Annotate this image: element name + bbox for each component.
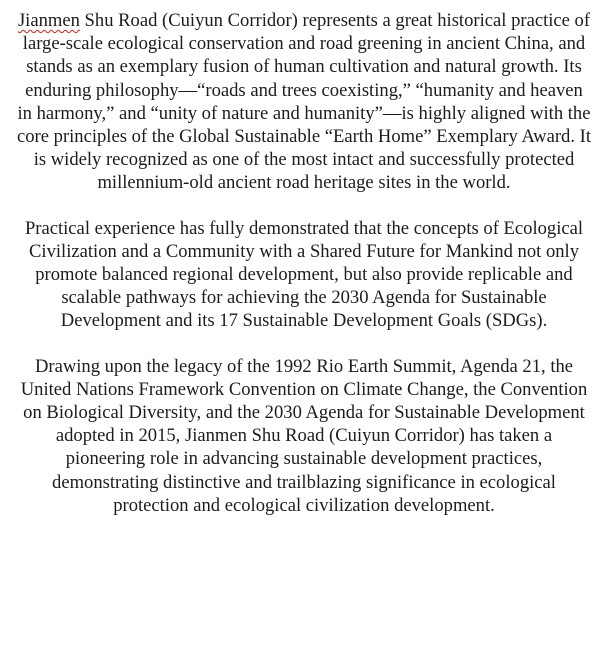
paragraph-heritage-intro	[16, 9, 592, 195]
paragraph-heritage-intro-text: Shu Road (Cuiyun Corridor) represents a great historical practice of large-scale ecological conservation and road greening in ancient China, and stands as an exemplary fusion of human cultivation and natural growth. Its enduring philosophy—“roads and trees coexisting,” “humanity and heaven in harmony,” and “unity of nature and humanity”—is highly aligned with the core principles of the Global Sustainable “Earth Home” Exemplary Award. It is widely recognized as one of the most intact and successfully protected millennium-old ancient road heritage sites in the world.	[17, 10, 591, 194]
paragraph-rio-legacy: Drawing upon the legacy of the 1992 Rio Earth Summit, Agenda 21, the United Nations Framework Convention on Climate Change, the Convention on Biological Diversity, and the 2030 Agenda for Sustainable Development adopted in 2015, Jianmen Shu Road (Cuiyun Corridor) has taken a pioneering role in advancing sustainable development practices, demonstrating distinctive and trailblazing significance in ecological protection and ecological civilization development.	[20, 355, 588, 516]
paragraph-practical-experience: Practical experience has fully demonstrated that the concepts of Ecological Civilization and a Community with a Shared Future for Mankind not only promote balanced regional development, but also provide replicable and scalable pathways for achieving the 2030 Agenda for Sustainable Development and its 17 Sustainable Development Goals (SDGs).	[24, 217, 584, 332]
spellcheck-flagged-word[interactable]: Jianmen	[17, 10, 80, 31]
